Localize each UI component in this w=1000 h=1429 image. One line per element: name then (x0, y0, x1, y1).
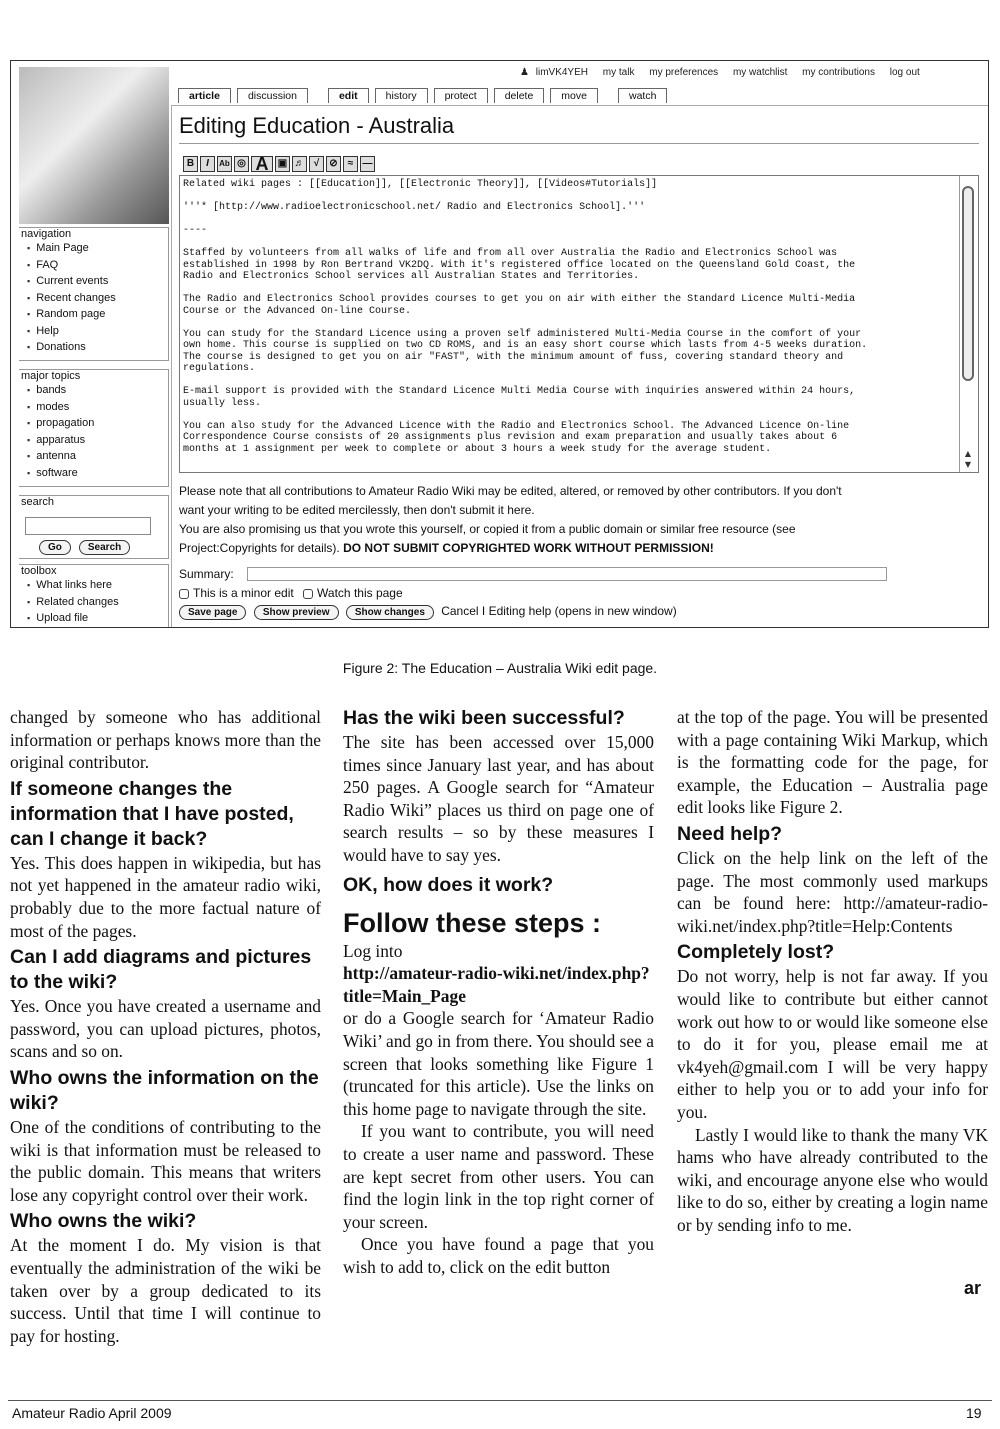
tab-move[interactable]: move (550, 88, 598, 103)
search-input[interactable] (25, 517, 151, 535)
figure-caption: Figure 2: The Education – Australia Wiki edit page. (342, 660, 658, 676)
go-button[interactable]: Go (39, 540, 71, 555)
copyright-note-2: want your writing to be edited mercilessly, then don't submit it here. (179, 503, 535, 517)
nav-item[interactable]: ▪ Donations (27, 339, 168, 356)
save-page-button[interactable]: Save page (179, 605, 246, 620)
subheading: Has the wiki been successful? (343, 707, 625, 729)
toolbox-portlet (19, 564, 169, 628)
user-link[interactable]: my contributions (802, 67, 875, 78)
paragraph: The site has been accessed over 15,000 times since January last year, and has about 250 pages. A Google search for “Amateur Radio Wiki” places us third on page one of search results – so by these measures I would have to say yes. (343, 732, 654, 865)
external-link-icon[interactable]: ◎ (234, 156, 249, 172)
image-icon[interactable]: ▣ (275, 156, 290, 172)
subheading: Who owns the information on the wiki? (10, 1066, 319, 1114)
paragraph: or do a Google search for ‘Amateur Radio Wiki’ and go in from there. You should see a screen that looks something like Figure 1 (truncated for this article). Use the links on this home page to navigate through the site. (343, 1008, 654, 1119)
copyright-warning: DO NOT SUBMIT COPYRIGHTED WORK WITHOUT PERMISSION! (343, 541, 714, 555)
link-icon[interactable]: Ab (217, 156, 232, 172)
toolbox-item[interactable]: ▪ Related changes (27, 594, 168, 611)
major-topics-header: major topics (21, 370, 81, 382)
article-column-1 (10, 706, 321, 1347)
nav-item[interactable]: ▪ Random page (27, 306, 168, 323)
headline-icon[interactable]: A (251, 156, 273, 172)
user-icon: ♟ (520, 67, 529, 78)
edit-toolbar (183, 156, 423, 174)
page-title: Editing Education - Australia (179, 113, 455, 138)
page-tabs (178, 88, 673, 103)
show-changes-button[interactable]: Show changes (346, 605, 434, 620)
footer-publication: Amateur Radio April 2009 (12, 1405, 172, 1421)
topic-item[interactable]: ▪ bands (27, 382, 168, 399)
media-icon[interactable]: ♬ (292, 156, 307, 172)
watch-page-label: Watch this page (317, 586, 403, 600)
nowiki-icon[interactable]: ⊘ (326, 156, 341, 172)
figure-wiki-screenshot (10, 60, 989, 628)
watch-page-checkbox[interactable] (303, 589, 313, 599)
toolbox-item[interactable]: ▪ What links here (27, 577, 168, 594)
title-divider (179, 143, 979, 144)
cancel-editing-help-links[interactable]: Cancel I Editing help (opens in new window) (441, 604, 677, 618)
copyright-note-3: You are also promising us that you wrote this yourself, or copied it from a public domain or similar free resource (see (179, 522, 796, 536)
navigation-portlet (19, 227, 169, 361)
tab-protect[interactable]: protect (434, 88, 488, 103)
footer-divider (8, 1400, 992, 1401)
paragraph: If you want to contribute, you will need to create a user name and password. These are kept secret from other users. You can find the login link in the top right corner of your screen. (343, 1121, 654, 1232)
toolbox-list (19, 577, 168, 627)
paragraph: One of the conditions of contributing to the wiki is that information must be released to the public domain. This means that writers lose any copyright control over their work. (10, 1116, 321, 1205)
search-buttons (39, 537, 134, 555)
minor-edit-label: This is a minor edit (193, 586, 294, 600)
user-link[interactable]: my watchlist (732, 67, 788, 78)
tab-history[interactable]: history (375, 88, 428, 103)
summary-label: Summary: (179, 567, 234, 581)
signature-icon[interactable]: ≈ (343, 156, 358, 172)
navigation-list (19, 240, 168, 356)
tab-edit[interactable]: edit (328, 88, 369, 103)
wikitext-content: Related wiki pages : [[Education]], [[Electronic Theory]], [[Videos#Tutorials]] '''* [http://www.radioelectronicschool.net/ Radio and Electronics School].''' ---- Staffed by volunteers from all walks of life and from all over Australia the Radio and Electronics School was established in 1998 by Ron Bertrand VK2DQ. With it's registered office located on the Queensland Gold Coast, the Radio and Electronics School services all Australian States and Territories. The Radio and Electronics School provides courses to get you on air with either the Standard Licence Multi-Media Course or the Advanced On-line Course. You can study for the Standard Licence using a proven self administered Multi-Media Course in the comfort of your own home. This course is supplied on two CD ROMS, and is an easy short course which lasts from 4-5 weeks duration. The course is designed to get you on air "FAST", with the minimum amount of fuss, covering standard theory and regulations. E-mail support is provided with the Standard Licence Multi Media Course with inquiries answered within 24 hours, usually less. You can also study for the Advanced Licence with the Radio and Electronics School. The Advanced Licence On-line Correspondence Course consists of 20 assignments plus revision and exam preparation and usually takes about 6 months at 1 assignment per week to complete or about 3 hours a week study for the average student. (183, 179, 868, 455)
topic-item[interactable]: ▪ antenna (27, 448, 168, 465)
subheading: Need help? (677, 822, 783, 845)
article-end-signature: ar (964, 1278, 982, 1298)
user-link[interactable]: log out (889, 67, 920, 78)
subheading: Who owns the wiki? (10, 1210, 197, 1233)
tab-watch[interactable]: watch (618, 88, 667, 103)
edit-options (179, 586, 403, 600)
major-topics-portlet (19, 369, 169, 487)
paragraph: Do not worry, help is not far away. If you would like to contribute but either cannot work out how to or would like someone else to do it for you, please email me at vk4yeh@gmail.com I will be very happy either to help you or to add your info for you. (677, 966, 988, 1122)
tab-discussion[interactable]: discussion (237, 88, 308, 103)
paragraph: At the moment I do. My vision is that eventually the administration of the wiki be taken over by a group dedicated to its success. Until that time I will continue to pay for hosting. (10, 1235, 321, 1346)
scroll-up-icon[interactable]: ▲ (964, 449, 972, 458)
page-number: 19 (966, 1405, 982, 1421)
major-topics-list (19, 382, 168, 481)
big-heading: Follow these steps : (343, 907, 602, 938)
search-button[interactable]: Search (79, 540, 130, 555)
paragraph: Click on the help link on the left of the page. The most commonly used markups can be found here: http://amateur-radio-wiki.net/index.php?title=Help:Contents (677, 847, 988, 936)
toolbox-item[interactable]: ▪ Upload file (27, 610, 168, 627)
user-link[interactable]: my preferences (649, 67, 719, 78)
navigation-header: navigation (21, 228, 72, 240)
show-preview-button[interactable]: Show preview (254, 605, 339, 620)
italic-icon[interactable]: I (200, 156, 215, 172)
scroll-down-icon[interactable]: ▼ (964, 460, 972, 469)
copyrights-link[interactable]: Project:Copyrights for details). (179, 541, 340, 555)
edit-buttons (179, 604, 677, 620)
search-header: search (21, 496, 55, 508)
minor-edit-checkbox[interactable] (179, 589, 189, 599)
subheading: Can I add diagrams and pictures to the wiki? (10, 946, 312, 994)
bold-icon[interactable]: B (183, 156, 198, 172)
nav-item[interactable]: ▪ Recent changes (27, 290, 168, 307)
toolbox-header: toolbox (21, 565, 57, 577)
paragraph: at the top of the page. You will be presented with a page containing Wiki Markup, which is the formatting code for the page, for example, the Education – Australia page edit looks like Figure 2. (677, 707, 988, 818)
scrollbar-thumb[interactable] (962, 186, 974, 381)
main-page-url[interactable]: http://amateur-radio-wiki.net/index.php?title=Main_Page (343, 963, 650, 1006)
paragraph: changed by someone who has additional information or perhaps knows more than the original contributor. (10, 707, 321, 773)
tab-article[interactable]: article (178, 88, 231, 103)
paragraph: Log into (343, 940, 403, 961)
tab-delete[interactable]: delete (494, 88, 545, 103)
subheading: Completely lost? (677, 941, 835, 964)
user-link[interactable]: my talk (602, 67, 635, 78)
article-column-2 (343, 706, 654, 1278)
paragraph: Once you have found a page that you wish to add to, click on the edit button (343, 1234, 654, 1277)
copyright-note-4 (179, 541, 714, 555)
math-icon[interactable]: √ (309, 156, 324, 172)
horizontal-line-icon[interactable]: — (360, 156, 375, 172)
paragraph: Yes. This does happen in wikipedia, but has not yet happened in the amateur radio wiki, probably due to the more factual nature of most of the pages. (10, 852, 321, 941)
copyright-note-1: Please note that all contributions to Amateur Radio Wiki may be edited, altered, or removed by other contributors. If you don't (179, 484, 842, 498)
topic-item[interactable]: ▪ software (27, 465, 168, 482)
paragraph: Lastly I would like to thank the many VK hams who have already contributed to the wiki, and encourage anyone else who would like to do so, either by creating a login name or by sending info to me. (677, 1124, 988, 1235)
nav-item[interactable]: ▪ Current events (27, 273, 168, 290)
nav-item[interactable]: ▪ Main Page (27, 240, 168, 257)
user-link[interactable]: limVK4YEH (535, 67, 588, 78)
wiki-logo (19, 67, 169, 224)
topic-item[interactable]: ▪ propagation (27, 415, 168, 432)
article-column-3 (677, 706, 988, 1236)
nav-item[interactable]: ▪ FAQ (27, 257, 168, 274)
topic-item[interactable]: ▪ apparatus (27, 432, 168, 449)
topic-item[interactable]: ▪ modes (27, 399, 168, 416)
paragraph: Yes. Once you have created a username and password, you can upload pictures, photos, scans and so on. (10, 996, 321, 1062)
summary-input[interactable] (247, 567, 887, 581)
subheading: If someone changes the information that I have posted, can I change it back? (10, 777, 294, 850)
user-links (508, 67, 920, 78)
nav-item[interactable]: ▪ Help (27, 323, 168, 340)
subheading: OK, how does it work? (343, 873, 554, 896)
